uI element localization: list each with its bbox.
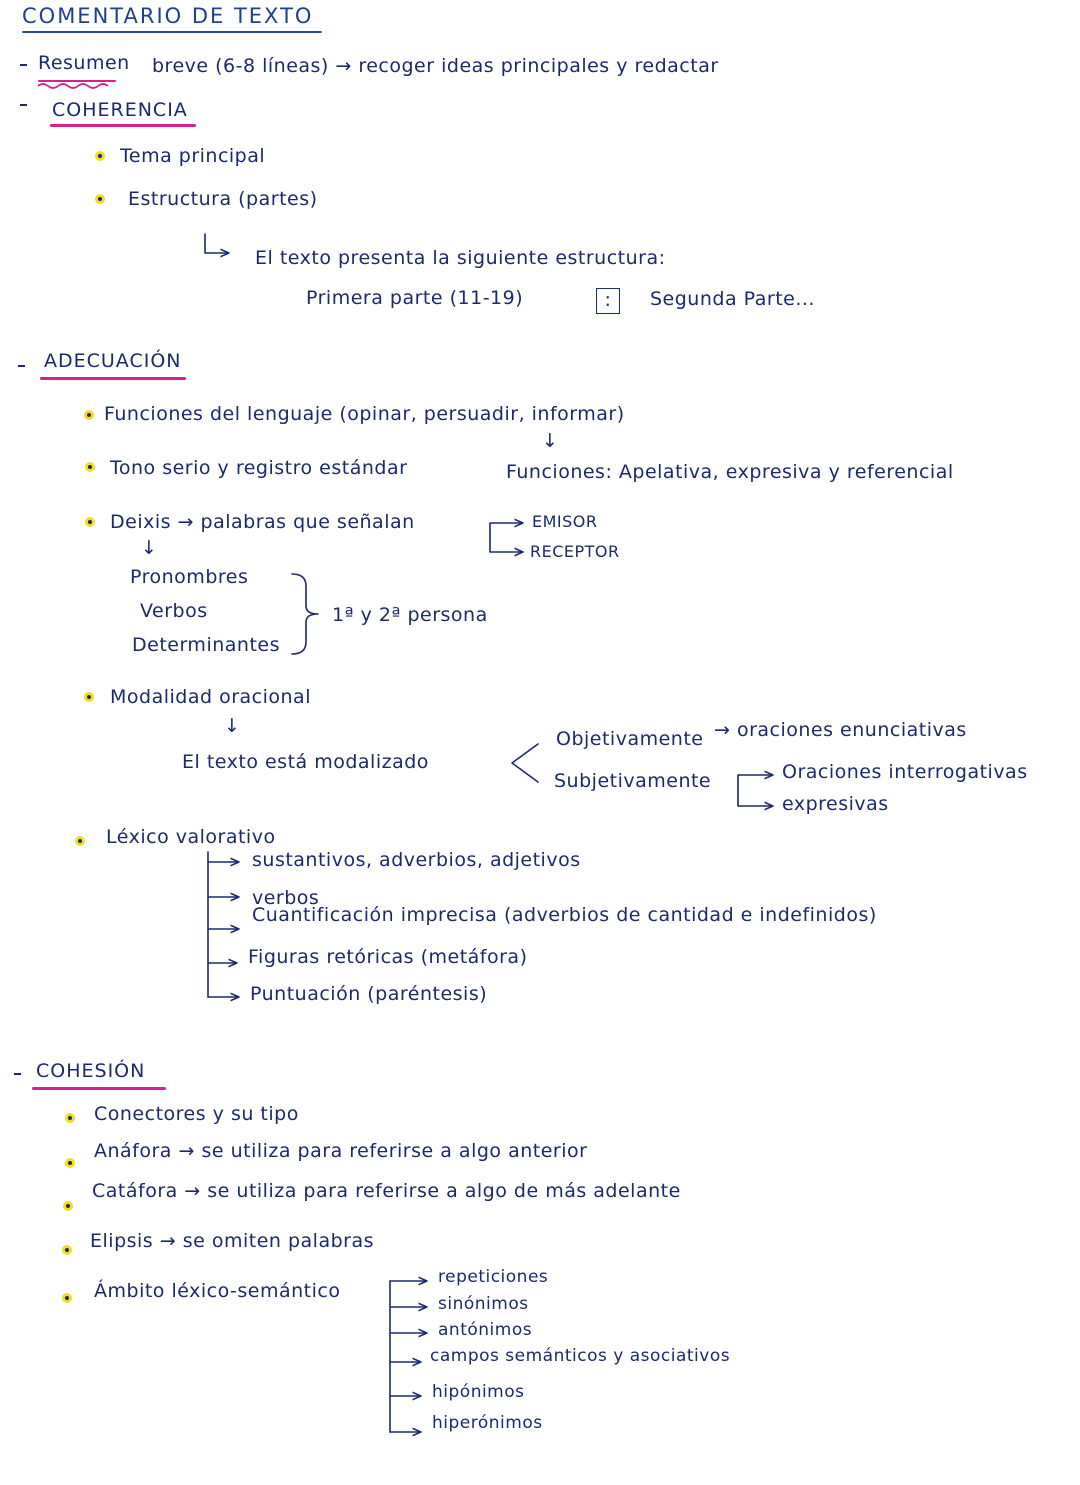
enunciativas-text: → oraciones enunciativas [714, 719, 967, 741]
estructura-note: El texto presenta la siguiente estructura: [255, 247, 666, 269]
lexico-item: sustantivos, adverbios, adjetivos [252, 849, 581, 871]
deixis-target-receptor: RECEPTOR [530, 542, 620, 561]
adecuacion-funciones-lista: Funciones: Apelativa, expresiva y referencial [506, 461, 954, 483]
estructura-segunda: Segunda Parte... [650, 288, 815, 310]
modalizado-text: El texto está modalizado [182, 751, 429, 773]
estructura-separator: : [596, 288, 620, 314]
subj-interrogativas: Oraciones interrogativas [782, 761, 1028, 783]
ambito-item: repeticiones [438, 1267, 549, 1287]
adecuacion-modalidad: Modalidad oracional [110, 686, 311, 708]
adecuacion-funciones: Funciones del lenguaje (opinar, persuadir, informar) [104, 403, 625, 425]
deixis-determinantes: Determinantes [132, 634, 280, 656]
cohesion-item-elipsis: Elipsis → se omiten palabras [90, 1230, 374, 1252]
cohesion-heading: COHESIÓN [36, 1060, 146, 1082]
deixis-verbos: Verbos [140, 600, 208, 622]
objetivamente-text: Objetivamente [556, 728, 704, 750]
cohesion-ambito: Ámbito léxico-semántico [94, 1280, 341, 1302]
ambito-item: antónimos [438, 1320, 533, 1340]
lexico-item: Figuras retóricas (metáfora) [248, 946, 528, 968]
down-arrow-icon: ↓ [542, 430, 559, 452]
ambito-item: sinónimos [438, 1294, 529, 1314]
adecuacion-tono: Tono serio y registro estándar [110, 457, 408, 479]
down-arrow-icon: ↓ [141, 537, 158, 559]
cohesion-item-conectores: Conectores y su tipo [94, 1103, 299, 1125]
lexico-item: Puntuación (paréntesis) [250, 983, 488, 1005]
cohesion-item-catafora: Catáfora → se utiliza para referirse a algo de más adelante [92, 1180, 681, 1202]
adecuacion-heading: ADECUACIÓN [44, 350, 182, 372]
cohesion-item-anafora: Anáfora → se utiliza para referirse a algo anterior [94, 1140, 588, 1162]
deixis-persona: 1ª y 2ª persona [332, 604, 488, 626]
resumen-label: Resumen [38, 52, 130, 74]
page-title: COMENTARIO DE TEXTO [22, 4, 314, 28]
ambito-item: campos semánticos y asociativos [430, 1346, 731, 1366]
lexico-item: Cuantificación imprecisa (adverbios de cantidad e indefinidos) [252, 904, 877, 926]
ambito-item: hipónimos [432, 1382, 525, 1402]
branch-arrow-icon [490, 523, 522, 540]
chevron-icon [512, 744, 538, 782]
coherencia-heading: COHERENCIA [52, 99, 188, 121]
estructura-partes: Primera parte (11-19) [306, 287, 524, 309]
down-arrow-icon: ↓ [224, 715, 241, 737]
deixis-pronombres: Pronombres [130, 566, 249, 588]
adecuacion-lexico: Léxico valorativo [106, 826, 276, 848]
elbow-arrow-icon [205, 234, 228, 253]
subj-expresivas: expresivas [782, 793, 889, 815]
subjetivamente-text: Subjetivamente [554, 770, 712, 792]
resumen-text: breve (6-8 líneas) → recoger ideas principales y redactar [152, 55, 719, 77]
adecuacion-deixis: Deixis → palabras que señalan [110, 511, 415, 533]
deixis-target-emisor: EMISOR [532, 512, 598, 531]
branch-arrow-icon [738, 775, 772, 790]
lexico-item: verbos [252, 887, 320, 909]
brace-icon [292, 574, 318, 654]
coherencia-item-estructura: Estructura (partes) [128, 188, 318, 210]
ambito-item: hiperónimos [432, 1413, 543, 1433]
coherencia-item-tema: Tema principal [120, 145, 266, 167]
